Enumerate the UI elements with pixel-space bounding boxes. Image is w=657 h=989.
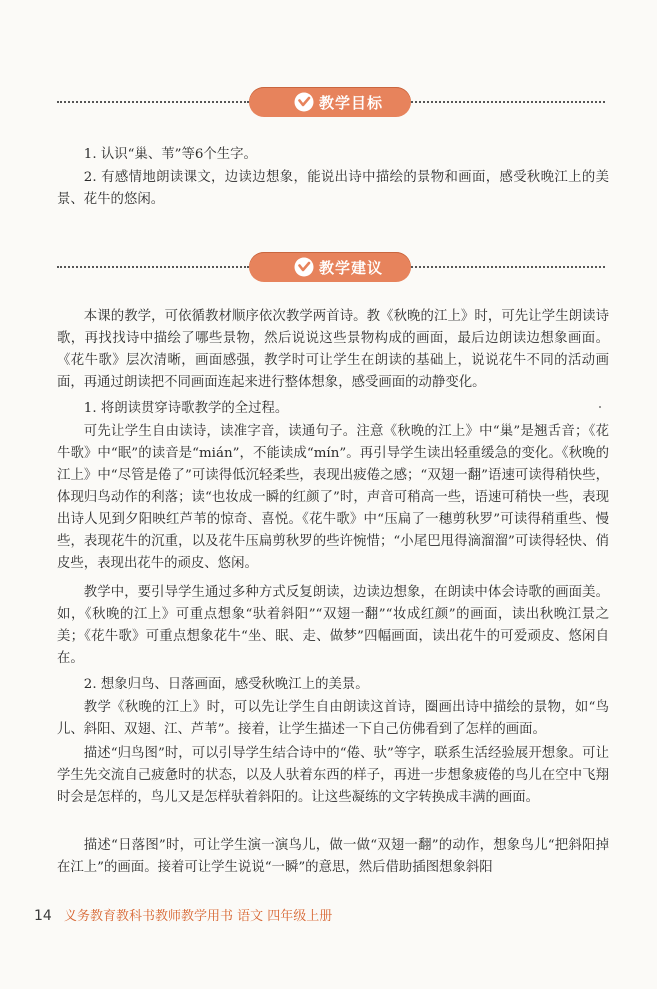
section-header-suggestions — [57, 252, 605, 282]
goal-item: 1. 认识“巢、苇”等6个生字。 — [83, 147, 257, 162]
section-title-badge — [249, 87, 411, 117]
print-speck — [599, 406, 601, 408]
section-header-goals — [57, 87, 605, 117]
dotted-divider-right — [411, 101, 605, 103]
dotted-divider-right — [411, 266, 605, 268]
check-arrow-icon — [293, 91, 315, 113]
body-paragraph: 本课的教学，可依循教材顺序依次教学两首诗。教《秋晚的江上》时，可先让学生朗读诗歌，再找找诗中描绘了哪些景物，然后说说这些景物构成的画面，最后边朗读边想象画面。《花牛歌》层次清晰，画面感强，教学时可让学生在朗读的基础上，说说花牛不同的活动画面，再通过朗读把不同画面连起来进行整体想象，感受画面的动静变化。 — [57, 309, 609, 390]
section-title: 教学建议 — [319, 259, 384, 277]
page-footer — [34, 905, 332, 924]
section-title: 教学目标 — [319, 94, 384, 112]
check-arrow-icon — [293, 256, 315, 278]
page-number: 14 — [34, 908, 52, 924]
body-paragraph: 教学《秋晚的江上》时，可以先让学生自由朗读这首诗，圈画出诗中描绘的景物，如“鸟儿、斜阳、双翅、江、芦苇”。接着，让学生描述一下自己仿佛看到了怎样的画面。 — [57, 700, 609, 737]
body-paragraph: 描述“归鸟图”时，可以引导学生结合诗中的“倦、驮”等字，联系生活经验展开想象。可让学生先交流自己疲惫时的状态，以及人驮着东西的样子，再进一步想象疲倦的鸟儿在空中飞翔时会是怎样的，鸟儿又是怎样驮着斜阳的。让这些凝练的文字转换成丰满的画面。 — [57, 746, 609, 805]
body-paragraph: 教学中，要引导学生通过多种方式反复朗读，边读边想象，在朗读中体会诗歌的画面美。如，《秋晚的江上》可重点想象“驮着斜阳”“双翅一翻”“妆成红颜”的画面，读出秋晚江景之美；《花牛歌》可重点想象花牛“坐、眠、走、做梦”四幅画面，读出花牛的可爱顽皮、悠闲自在。 — [57, 585, 609, 666]
subheading: 2. 想象归鸟、日落画面，感受秋晚江上的美景。 — [83, 677, 369, 692]
body-paragraph: 描述“日落图”时，可让学生演一演鸟儿，做一做“双翅一翻”的动作，想象鸟儿“把斜阳掉在江上”的画面。接着可让学生说说“一瞬”的意思，然后借助插图想象斜阳 — [57, 838, 609, 875]
dotted-divider-left — [57, 266, 249, 268]
book-title: 义务教育教科书教师教学用书 语文 四年级上册 — [63, 909, 333, 924]
subheading: 1. 将朗读贯穿诗歌教学的全过程。 — [83, 401, 289, 416]
dotted-divider-left — [57, 101, 249, 103]
goal-item: 2. 有感情地朗读课文，边读边想象，能说出诗中描绘的景物和画面，感受秋晚江上的美景、花牛的悠闲。 — [57, 170, 609, 207]
section-title-badge — [249, 252, 411, 282]
body-paragraph: 可先让学生自由读诗，读准字音，读通句子。注意《秋晚的江上》中“巢”是翘舌音；《花牛歌》中“眠”的读音是“mián”，不能读成“mín”。再引导学生读出轻重缓急的变化。《秋晚的江上》中“尽管是倦了”可读得低沉轻柔些，表现出疲倦之感；“双翅一翻”语速可读得稍快些，体现归鸟动作的利落；读“也妆成一瞬的红颜了”时，声音可稍高一些，语速可稍快一些，表现出诗人见到夕阳映红芦苇的惊奇、喜悦。《花牛歌》中“压扁了一穗剪秋罗”可读得稍重些、慢些，表现花牛的沉重，以及花牛压扁剪秋罗的些许惋惜；“小尾巴甩得滴溜溜”可读得轻快、俏皮些，表现出花牛的顽皮、悠闲。 — [57, 424, 609, 571]
